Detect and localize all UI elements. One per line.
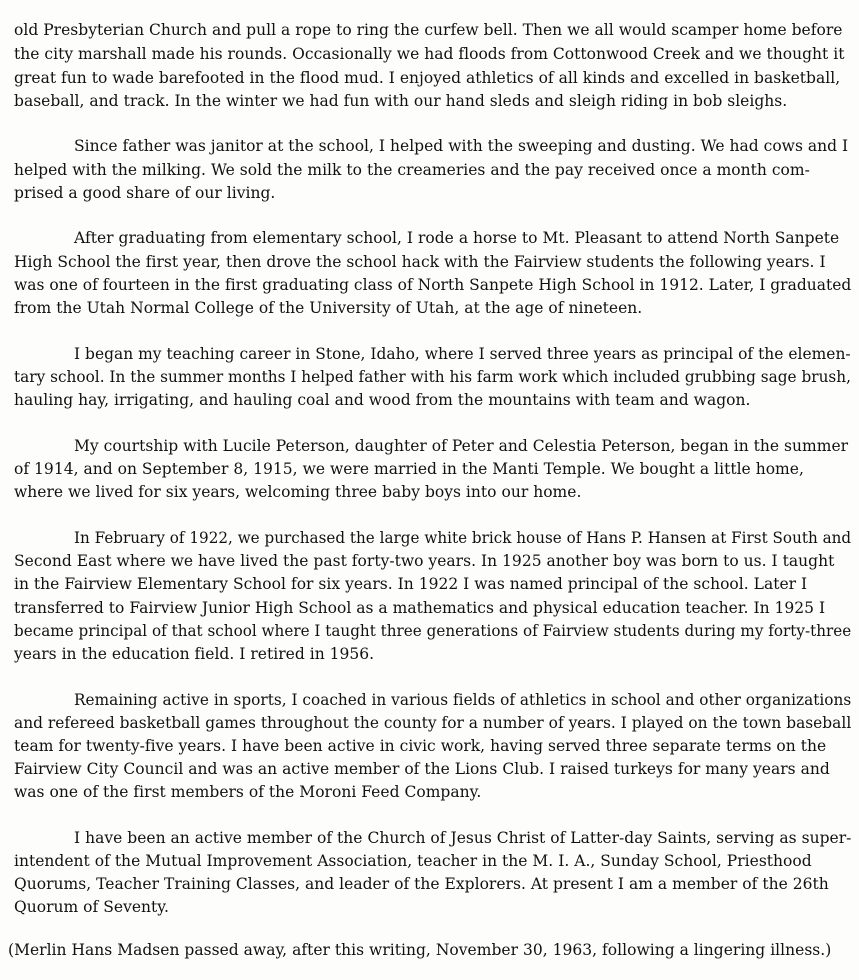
text-line: team for twenty-five years. I have been active in civic work, having served three separate terms on the — [14, 737, 827, 755]
text-line: intendent of the Mutual Improvement Association, teacher in the M. I. A., Sunday School, Priesthood — [14, 852, 812, 870]
text-line: of 1914, and on September 8, 1915, we were married in the Manti Temple. We bought a little home, — [14, 460, 804, 478]
text-line: hauling hay, irrigating, and hauling coal and wood from the mountains with team and wagon. — [14, 391, 751, 409]
text-line: from the Utah Normal College of the University of Utah, at the age of nineteen. — [14, 299, 643, 317]
text-line: My courtship with Lucile Peterson, daughter of Peter and Celestia Peterson, began in the summer — [74, 437, 849, 455]
text-line: great fun to wade barefooted in the flood mud. I enjoyed athletics of all kinds and excelled in basketball, — [14, 69, 841, 87]
text-line: became principal of that school where I taught three generations of Fairview students during my forty-three — [14, 622, 852, 640]
text-line: I have been an active member of the Church of Jesus Christ of Latter-day Saints, serving as super- — [74, 829, 852, 847]
text-line: After graduating from elementary school, I rode a horse to Mt. Pleasant to attend North Sanpete — [74, 229, 840, 247]
closing-note: (Merlin Hans Madsen passed away, after this writing, November 30, 1963, following a lingering illness.) — [8, 941, 832, 959]
text-line: baseball, and track. In the winter we had fun with our hand sleds and sleigh riding in bob sleighs. — [14, 92, 788, 110]
text-line: was one of the first members of the Moroni Feed Company. — [14, 783, 482, 801]
text-line: Quorums, Teacher Training Classes, and leader of the Explorers. At present I am a member of the 26th — [14, 875, 829, 893]
text-line: Since father was janitor at the school, I helped with the sweeping and dusting. We had cows and I — [74, 137, 849, 155]
text-line: where we lived for six years, welcoming three baby boys into our home. — [14, 483, 582, 501]
text-line: Fairview City Council and was an active member of the Lions Club. I raised turkeys for many years and — [14, 760, 830, 778]
text-line: High School the first year, then drove the school hack with the Fairview students the following years. I — [14, 253, 826, 271]
text-line: prised a good share of our living. — [14, 184, 276, 202]
text-line: in the Fairview Elementary School for six years. In 1922 I was named principal of the school. Later I — [14, 575, 808, 593]
text-line: In February of 1922, we purchased the large white brick house of Hans P. Hansen at First South and — [74, 529, 852, 547]
text-line: helped with the milking. We sold the milk to the creameries and the pay received once a month com- — [14, 161, 810, 179]
text-line: I began my teaching career in Stone, Idaho, where I served three years as principal of the elemen- — [74, 345, 851, 363]
text-line: Remaining active in sports, I coached in various fields of athletics in school and other organizations — [74, 691, 852, 709]
text-line: years in the education field. I retired in 1956. — [14, 645, 375, 663]
text-line: transferred to Fairview Junior High School as a mathematics and physical education teacher. In 1925 I — [14, 599, 826, 617]
text-line: was one of fourteen in the first graduating class of North Sanpete High School in 1912. Later, I graduated — [14, 276, 852, 294]
text-line: the city marshall made his rounds. Occasionally we had floods from Cottonwood Creek and we thought it — [14, 45, 845, 63]
text-line: and refereed basketball games throughout the county for a number of years. I played on the town baseball — [14, 714, 852, 732]
text-line: Second East where we have lived the past forty-two years. In 1925 another boy was born to us. I taught — [14, 552, 835, 570]
text-line: old Presbyterian Church and pull a rope to ring the curfew bell. Then we all would scamper home before — [14, 21, 843, 39]
text-line: Quorum of Seventy. — [14, 898, 169, 916]
text-line: tary school. In the summer months I helped father with his farm work which included grubbing sage brush, — [14, 368, 851, 386]
